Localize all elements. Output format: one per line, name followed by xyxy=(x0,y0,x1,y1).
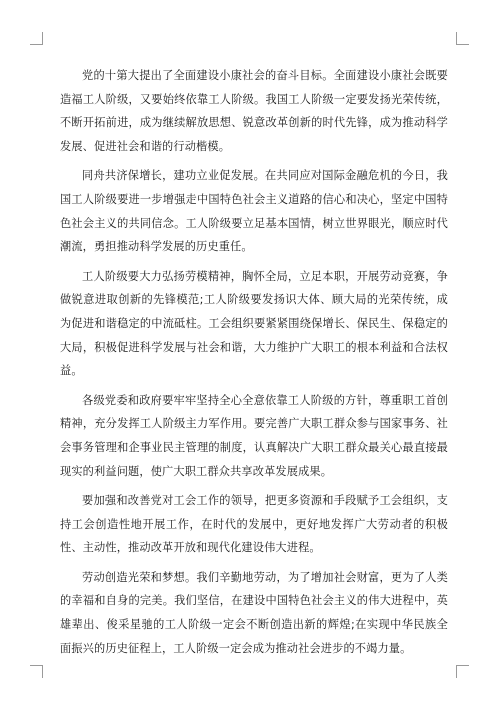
crop-mark-bottom-left xyxy=(30,665,43,678)
paragraph-6: 劳动创造光荣和梦想。我们辛勤地劳动，为了增加社会财富，更为了人类的幸福和自身的完美。我们坚信，在建设中国特色社会主义的伟大进程中，英雄辈出、俊采星驰的工人阶级一定会不断创造出新的辉煌;在实现中华民族全面振兴的历史征程上，工人阶级一定会成为推动社会进步的不竭力量。 xyxy=(60,570,448,655)
paragraph-2: 同舟共济保增长，建功立业促发展。在共同应对国际金融危机的今日，我国工人阶级要进一步增强走中国特色社会主义道路的信心和决心，坚定中国特色社会主义的共同信念。工人阶级要立足基本国情，树立世界眼光，顺应时代潮流，勇担推动科学发展的历史重任。 xyxy=(60,169,448,254)
paragraph-4: 各级党委和政府要牢牢坚持全心全意依靠工人阶级的方针，尊重职工首创精神，充分发挥工人阶级主力军作用。要完善广大职工群众参与国家事务、社会事务管理和企事业民主管理的制度，认真解决广大职工群众最关心最直接最现实的利益问题，使广大职工群众共享改革发展成果。 xyxy=(60,393,448,478)
crop-mark-top-right xyxy=(456,32,469,45)
paragraph-5: 要加强和改善党对工会工作的领导，把更多资源和手段赋予工会组织，支持工会创造性地开展工作，在时代的发展中，更好地发挥广大劳动者的积极性、主动性，推动改革开放和现代化建设伟大进程。 xyxy=(60,494,448,555)
body-text xyxy=(60,64,448,666)
crop-mark-bottom-right xyxy=(456,665,469,678)
crop-mark-top-left xyxy=(30,32,43,45)
paragraph-3: 工人阶级要大力弘扬劳模精神，胸怀全局，立足本职，开展劳动竞赛，争做锐意进取创新的先锋模范;工人阶级要发扬识大体、顾大局的光荣传统，成为促进和谐稳定的中流砥柱。工会组织要紧紧围绕保增长、保民生、保稳定的大局，积极促进科学发展与社会和谐，大力维护广大职工的根本利益和合法权益。 xyxy=(60,269,448,378)
paragraph-1: 党的十第大提出了全面建设小康社会的奋斗目标。全面建设小康社会既要造福工人阶级，又要始终依靠工人阶级。我国工人阶级一定要发扬光荣传统，不断开拓前进，成为继续解放思想、锐意改革创新的时代先锋，成为推动科学发展、促进社会和谐的行动楷模。 xyxy=(60,69,448,153)
